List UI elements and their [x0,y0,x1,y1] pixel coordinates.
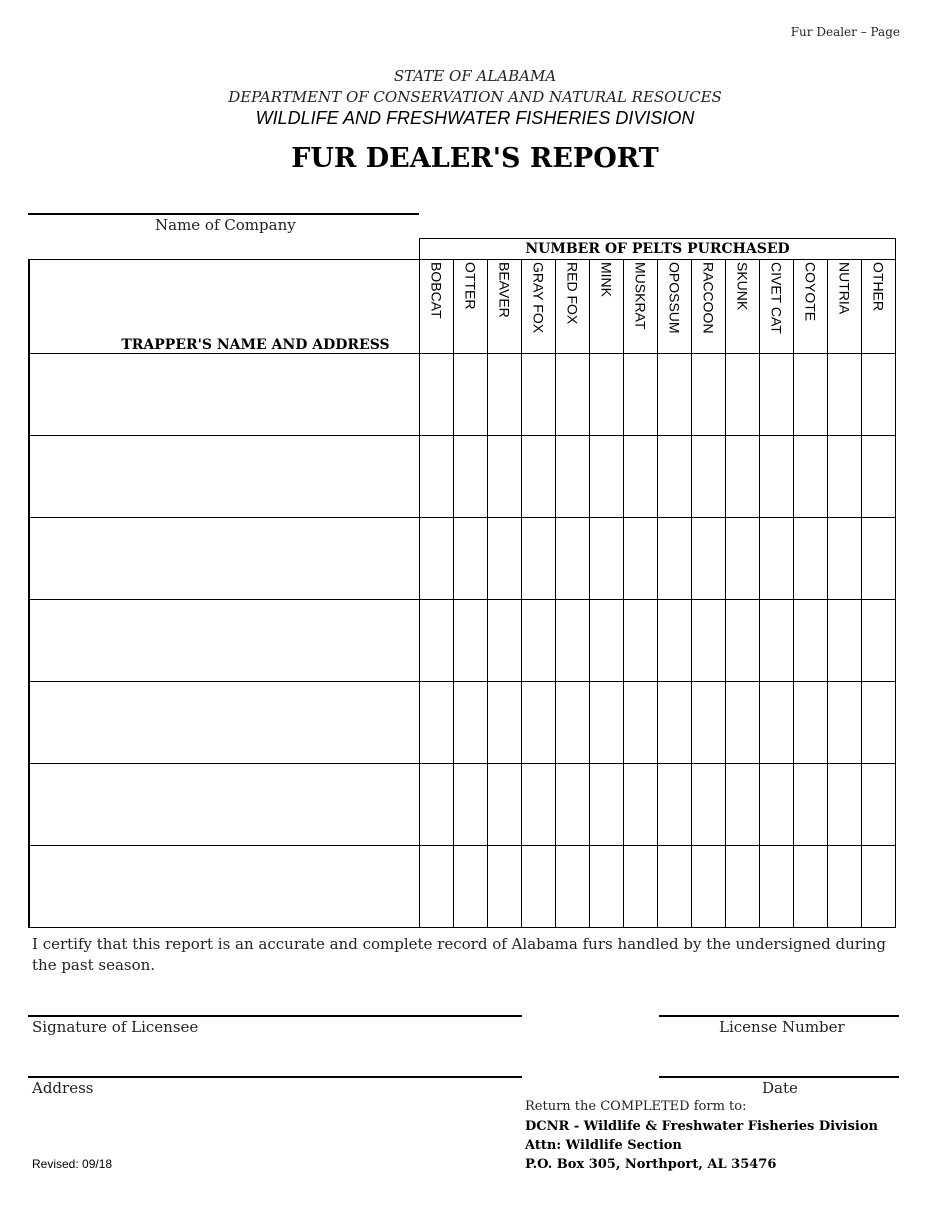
division-line: WILDLIFE AND FRESHWATER FISHERIES DIVISION [255,108,695,128]
pelt-count-cell-mink[interactable] [590,846,624,928]
pelts-group-header: NUMBER OF PELTS PURCHASED [420,239,896,260]
return-line1: DCNR - Wildlife & Freshwater Fisheries Division [525,1119,878,1134]
pelt-count-cell-other[interactable] [862,436,896,518]
pelt-count-cell-skunk[interactable] [726,764,760,846]
pelt-count-cell-muskrat[interactable] [624,846,658,928]
pelt-count-cell-coyote[interactable] [794,518,828,600]
table-row [29,518,896,600]
pelt-count-cell-nutria[interactable] [828,600,862,682]
pelt-count-cell-bobcat[interactable] [420,436,454,518]
pelt-count-cell-coyote[interactable] [794,354,828,436]
pelt-count-cell-red-fox[interactable] [556,846,590,928]
pelt-count-cell-mink[interactable] [590,764,624,846]
table-row [29,764,896,846]
pelt-count-cell-skunk[interactable] [726,600,760,682]
pelt-count-cell-muskrat[interactable] [624,518,658,600]
pelt-count-cell-gray-fox[interactable] [522,600,556,682]
column-header-bobcat: BOBCAT [420,260,454,354]
table-row [29,682,896,764]
page-header: Fur Dealer – Page [790,25,900,39]
pelt-count-cell-gray-fox[interactable] [522,764,556,846]
pelt-count-cell-other[interactable] [862,764,896,846]
column-header-coyote: COYOTE [794,260,828,354]
pelt-count-cell-nutria[interactable] [828,354,862,436]
pelt-count-cell-other[interactable] [862,682,896,764]
pelt-count-cell-gray-fox[interactable] [522,682,556,764]
pelt-count-cell-mink[interactable] [590,354,624,436]
pelt-count-cell-opossum[interactable] [658,846,692,928]
pelt-count-cell-beaver[interactable] [488,518,522,600]
pelt-count-cell-coyote[interactable] [794,682,828,764]
pelt-count-cell-nutria[interactable] [828,682,862,764]
pelt-count-cell-bobcat[interactable] [420,764,454,846]
pelt-count-cell-raccoon[interactable] [692,846,726,928]
pelt-count-cell-gray-fox[interactable] [522,846,556,928]
column-header-skunk: SKUNK [726,260,760,354]
column-header-raccoon: RACCOON [692,260,726,354]
pelt-count-cell-gray-fox[interactable] [522,518,556,600]
address-label: Address [32,1079,94,1097]
license-number-field[interactable] [659,1015,899,1017]
trapper-name-address-cell[interactable] [29,600,420,682]
pelt-count-cell-nutria[interactable] [828,764,862,846]
pelt-count-cell-otter[interactable] [454,764,488,846]
pelt-count-cell-mink[interactable] [590,518,624,600]
pelt-count-cell-bobcat[interactable] [420,354,454,436]
certification-text: I certify that this report is an accurate and complete record of Alabama furs handled by the undersigned during the past season. [32,935,887,974]
pelt-count-cell-beaver[interactable] [488,764,522,846]
date-label: Date [762,1079,798,1097]
table-row [29,436,896,518]
pelt-count-cell-opossum[interactable] [658,600,692,682]
pelt-count-cell-otter[interactable] [454,846,488,928]
trapper-name-address-cell[interactable] [29,354,420,436]
pelt-count-cell-other[interactable] [862,846,896,928]
date-field[interactable] [659,1076,899,1078]
pelt-count-cell-beaver[interactable] [488,354,522,436]
pelts-table [28,238,896,928]
pelt-count-cell-otter[interactable] [454,354,488,436]
pelt-count-cell-muskrat[interactable] [624,436,658,518]
column-header-beaver: BEAVER [488,260,522,354]
pelt-count-cell-raccoon[interactable] [692,354,726,436]
pelt-count-cell-otter[interactable] [454,436,488,518]
column-header-gray-fox: GRAY FOX [522,260,556,354]
trapper-name-address-cell[interactable] [29,518,420,600]
state-line: STATE OF ALABAMA [393,67,557,85]
column-header-opossum: OPOSSUM [658,260,692,354]
trapper-name-address-cell[interactable] [29,764,420,846]
pelt-count-cell-mink[interactable] [590,600,624,682]
pelt-count-cell-other[interactable] [862,518,896,600]
pelt-count-cell-civet-cat[interactable] [760,682,794,764]
pelt-count-cell-opossum[interactable] [658,354,692,436]
pelt-count-cell-beaver[interactable] [488,600,522,682]
department-line: DEPARTMENT OF CONSERVATION AND NATURAL RESOUCES [228,88,722,106]
pelt-count-cell-red-fox[interactable] [556,354,590,436]
column-header-muskrat: MUSKRAT [624,260,658,354]
pelt-count-cell-skunk[interactable] [726,518,760,600]
pelt-count-cell-otter[interactable] [454,518,488,600]
pelt-count-cell-opossum[interactable] [658,764,692,846]
page-title: FUR DEALER'S REPORT [291,143,659,174]
pelt-count-cell-opossum[interactable] [658,518,692,600]
return-line2: Attn: Wildlife Section [525,1138,682,1153]
column-header-red-fox: RED FOX [556,260,590,354]
signature-field[interactable] [28,1015,522,1017]
pelt-count-cell-coyote[interactable] [794,436,828,518]
pelt-count-cell-muskrat[interactable] [624,764,658,846]
return-intro: Return the COMPLETED form to: [525,1099,747,1114]
pelt-count-cell-mink[interactable] [590,682,624,764]
pelt-count-cell-mink[interactable] [590,436,624,518]
column-header-otter: OTTER [454,260,488,354]
pelt-count-cell-beaver[interactable] [488,682,522,764]
pelt-count-cell-coyote[interactable] [794,764,828,846]
revised-date: Revised: 09/18 [32,1157,113,1171]
pelt-count-cell-muskrat[interactable] [624,354,658,436]
pelt-count-cell-bobcat[interactable] [420,518,454,600]
pelt-count-cell-nutria[interactable] [828,846,862,928]
column-header-nutria: NUTRIA [828,260,862,354]
pelt-count-cell-red-fox[interactable] [556,436,590,518]
pelt-count-cell-civet-cat[interactable] [760,354,794,436]
pelt-count-cell-muskrat[interactable] [624,600,658,682]
pelt-count-cell-red-fox[interactable] [556,764,590,846]
return-line3: P.O. Box 305, Northport, AL 35476 [525,1157,777,1172]
pelt-count-cell-bobcat[interactable] [420,846,454,928]
table-row [29,846,896,928]
column-header-other: OTHER [862,260,896,354]
pelt-count-cell-red-fox[interactable] [556,600,590,682]
pelt-count-cell-civet-cat[interactable] [760,600,794,682]
license-number-label: License Number [719,1018,845,1036]
pelt-count-cell-raccoon[interactable] [692,600,726,682]
pelt-count-cell-coyote[interactable] [794,846,828,928]
column-header-civet-cat: CIVET CAT [760,260,794,354]
pelt-count-cell-bobcat[interactable] [420,600,454,682]
pelt-count-cell-otter[interactable] [454,682,488,764]
pelt-count-cell-otter[interactable] [454,600,488,682]
signature-label: Signature of Licensee [32,1018,199,1036]
trapper-name-address-cell[interactable] [29,436,420,518]
pelt-count-cell-skunk[interactable] [726,354,760,436]
pelt-count-cell-coyote[interactable] [794,600,828,682]
pelt-count-cell-other[interactable] [862,600,896,682]
pelt-count-cell-other[interactable] [862,354,896,436]
column-header-mink: MINK [590,260,624,354]
pelt-count-cell-bobcat[interactable] [420,682,454,764]
pelt-count-cell-red-fox[interactable] [556,682,590,764]
pelt-count-cell-opossum[interactable] [658,682,692,764]
pelt-count-cell-nutria[interactable] [828,518,862,600]
pelt-count-cell-civet-cat[interactable] [760,436,794,518]
company-name-label: Name of Company [155,216,296,234]
trapper-name-address-cell[interactable] [29,682,420,764]
company-name-field[interactable] [28,213,419,215]
pelt-count-cell-skunk[interactable] [726,682,760,764]
table-row [29,354,896,436]
pelt-count-cell-gray-fox[interactable] [522,354,556,436]
pelt-count-cell-civet-cat[interactable] [760,518,794,600]
table-row [29,600,896,682]
pelt-count-cell-beaver[interactable] [488,436,522,518]
pelt-count-cell-raccoon[interactable] [692,682,726,764]
address-field[interactable] [28,1076,522,1078]
pelt-count-cell-gray-fox[interactable] [522,436,556,518]
pelt-count-cell-skunk[interactable] [726,436,760,518]
pelt-count-cell-civet-cat[interactable] [760,764,794,846]
pelt-count-cell-raccoon[interactable] [692,436,726,518]
pelt-count-cell-muskrat[interactable] [624,682,658,764]
pelt-count-cell-nutria[interactable] [828,436,862,518]
pelt-count-cell-raccoon[interactable] [692,518,726,600]
pelt-count-cell-raccoon[interactable] [692,764,726,846]
trapper-name-address-cell[interactable] [29,846,420,928]
pelt-count-cell-civet-cat[interactable] [760,846,794,928]
pelt-count-cell-skunk[interactable] [726,846,760,928]
pelt-count-cell-opossum[interactable] [658,436,692,518]
pelt-count-cell-red-fox[interactable] [556,518,590,600]
trapper-header: TRAPPER'S NAME AND ADDRESS [29,260,420,354]
pelt-count-cell-beaver[interactable] [488,846,522,928]
